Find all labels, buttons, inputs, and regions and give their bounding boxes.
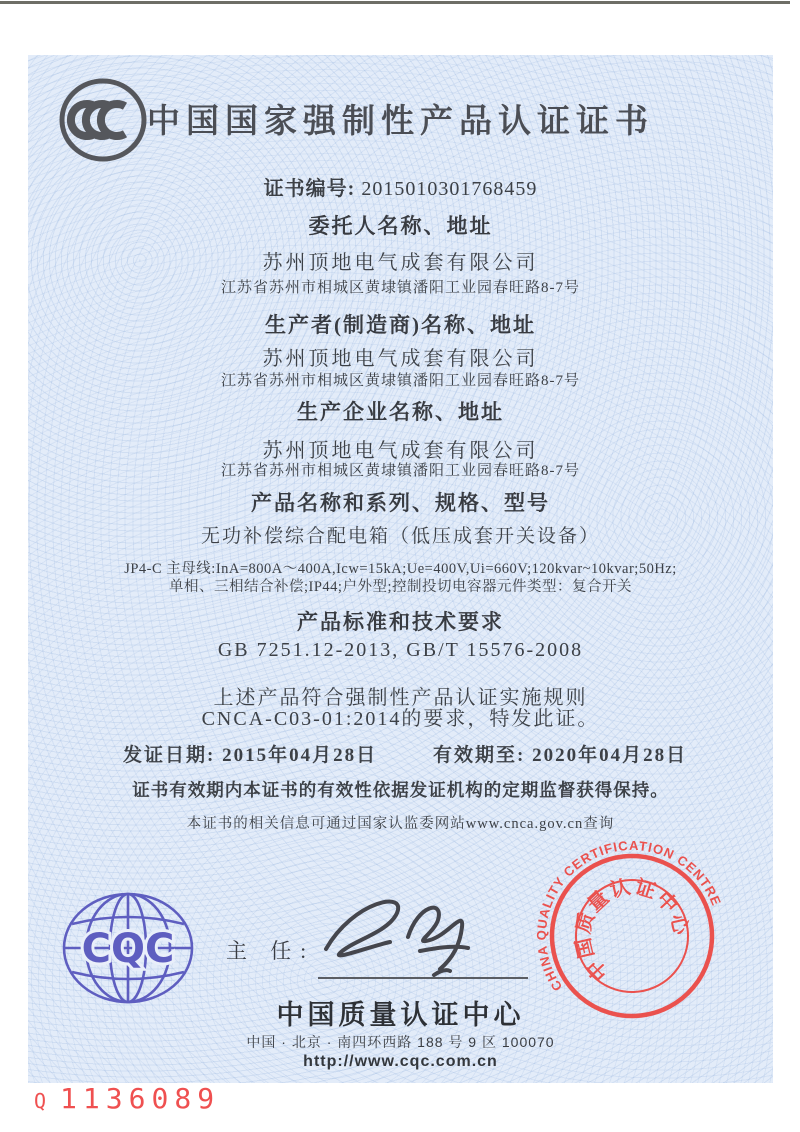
expiry-date-value: 2020年04月28日 bbox=[532, 745, 688, 766]
factory-address: 江苏省苏州市相城区黄埭镇潘阳工业园春旺路8-7号 bbox=[221, 463, 580, 479]
certificate-number-value: 2015010301768459 bbox=[361, 178, 538, 200]
director-label: 主 任: bbox=[226, 939, 316, 963]
standards-value: GB 7251.12-2013, GB/T 15576-2008 bbox=[217, 639, 584, 661]
certificate-number-label: 证书编号: bbox=[263, 178, 356, 200]
certificate-paper bbox=[28, 55, 773, 1083]
applicant-address: 江苏省苏州市相城区黄埭镇潘阳工业园春旺路8-7号 bbox=[221, 280, 580, 296]
manufacturer-name: 苏州顶地电气成套有限公司 bbox=[262, 348, 539, 370]
factory-heading: 生产企业名称、地址 bbox=[297, 400, 504, 424]
expiry-date bbox=[433, 740, 687, 767]
product-spec-line2: 单相、三相结合补偿;IP44;户外型;控制投切电容器元件类型：复合开关 bbox=[169, 579, 632, 595]
official-stamp bbox=[532, 836, 732, 1041]
certificate-title: 中国国家强制性产品认证证书 bbox=[147, 104, 654, 140]
certificate-number-row bbox=[28, 172, 773, 201]
serial-prefix: Q bbox=[34, 1089, 47, 1113]
stamp-ring-text: CHINA QUALITY CERTIFICATION CENTRE bbox=[533, 837, 725, 994]
serial-number bbox=[34, 1082, 220, 1115]
query-note: 本证书的相关信息可通过国家认监委网站www.cnca.gov.cn查询 bbox=[186, 816, 615, 832]
product-spec-line1: JP4-C 主母线:InA=800A～400A,Icw=15kA;Ue=400V,Ui=660V;120kvar~10kvar;50Hz; bbox=[124, 561, 677, 577]
organization-name: 中国质量认证中心 bbox=[276, 1000, 525, 1030]
organization-website: http://www.cqc.com.cn bbox=[303, 1053, 498, 1070]
statement-line2: CNCA-C03-01:2014的要求，特发此证。 bbox=[201, 708, 600, 730]
manufacturer-address: 江苏省苏州市相城区黄埭镇潘阳工业园春旺路8-7号 bbox=[221, 373, 580, 389]
product-heading: 产品名称和系列、规格、型号 bbox=[251, 491, 550, 515]
issue-date-label: 发证日期: bbox=[123, 745, 216, 766]
statement-line1: 上述产品符合强制性产品认证实施规则 bbox=[213, 687, 588, 709]
stamp-inner-text: 中国质量认证中心 bbox=[572, 876, 692, 985]
applicant-heading: 委托人名称、地址 bbox=[308, 214, 493, 238]
issue-date bbox=[123, 740, 377, 767]
scan-artifact-line bbox=[0, 1, 790, 4]
manufacturer-heading: 生产者(制造商)名称、地址 bbox=[265, 313, 536, 337]
standards-heading: 产品标准和技术要求 bbox=[297, 610, 504, 634]
factory-name: 苏州顶地电气成套有限公司 bbox=[262, 440, 539, 462]
dates-row bbox=[28, 740, 773, 766]
expiry-date-label: 有效期至: bbox=[433, 745, 526, 766]
signature-line bbox=[318, 977, 528, 979]
validity-note: 证书有效期内本证书的有效性依据发证机构的定期监督获得保持。 bbox=[132, 780, 669, 800]
product-name: 无功补偿综合配电箱（低压成套开关设备） bbox=[200, 526, 600, 547]
serial-digits: 1136089 bbox=[60, 1082, 221, 1115]
issue-date-value: 2015年04月28日 bbox=[222, 745, 378, 766]
applicant-name: 苏州顶地电气成套有限公司 bbox=[262, 252, 539, 274]
cqc-logo-text: CQC bbox=[81, 926, 175, 972]
organization-address: 中国 · 北京 · 南四环西路 188 号 9 区 100070 bbox=[246, 1034, 555, 1050]
